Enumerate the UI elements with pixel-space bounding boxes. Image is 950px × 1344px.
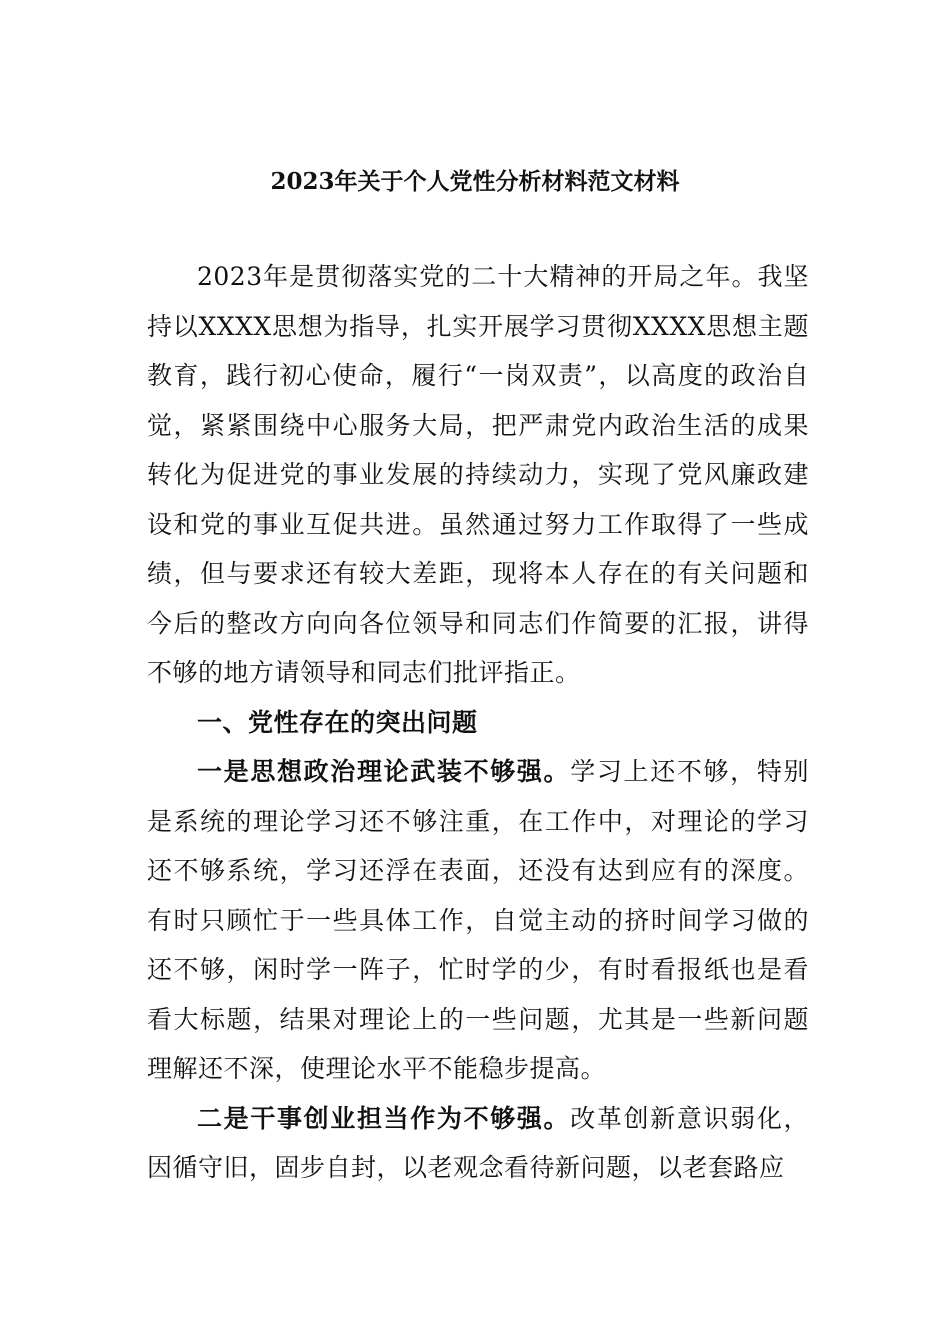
point-2-lead: 二是干事创业担当作为不够强。: [197, 1103, 571, 1133]
point-1-text: 学习上还不够，特别是系统的理论学习还不够注重，在工作中，对理论的学习还不够系统，学习还浮在表面，还没有达到应有的深度。有时只顾忙于一些具体工作，自觉主动的挤时间学习做的还不够，闲时学一阵子，忙时学的少，有时看报纸也是看看大标题，结果对理论上的一些问题，尤其是一些新问题理解还不深，使理论水平不能稳步提高。: [147, 757, 809, 1083]
intro-paragraph: 2023年是贯彻落实党的二十大精神的开局之年。我坚持以XXXX思想为指导，扎实开展学习贯彻XXXX思想主题教育，践行初心使命，履行“一岗双责”，以高度的政治自觉，紧紧围绕中心服务大局，把严肃党内政治生活的成果转化为促进党的事业发展的持续动力，实现了党风廉政建设和党的事业互促共进。虽然通过努力工作取得了一些成绩，但与要求还有较大差距，现将本人存在的有关问题和今后的整改方向向各位领导和同志们作简要的汇报，讲得不够的地方请领导和同志们批评指正。: [147, 262, 809, 687]
point-1-paragraph: [147, 747, 809, 1094]
point-2-paragraph: [147, 1094, 809, 1193]
point-2-text: 改革创新意识弱化，因循守旧，固步自封，以老观念看待新问题，以老套路应: [147, 1103, 809, 1182]
document-body: [147, 252, 809, 1193]
document-title: 2023年关于个人党性分析材料范文材料: [270, 168, 680, 195]
section-heading-1: 一、党性存在的突出问题: [197, 707, 478, 737]
point-1-lead: 一是思想政治理论武装不够强。: [197, 757, 571, 786]
